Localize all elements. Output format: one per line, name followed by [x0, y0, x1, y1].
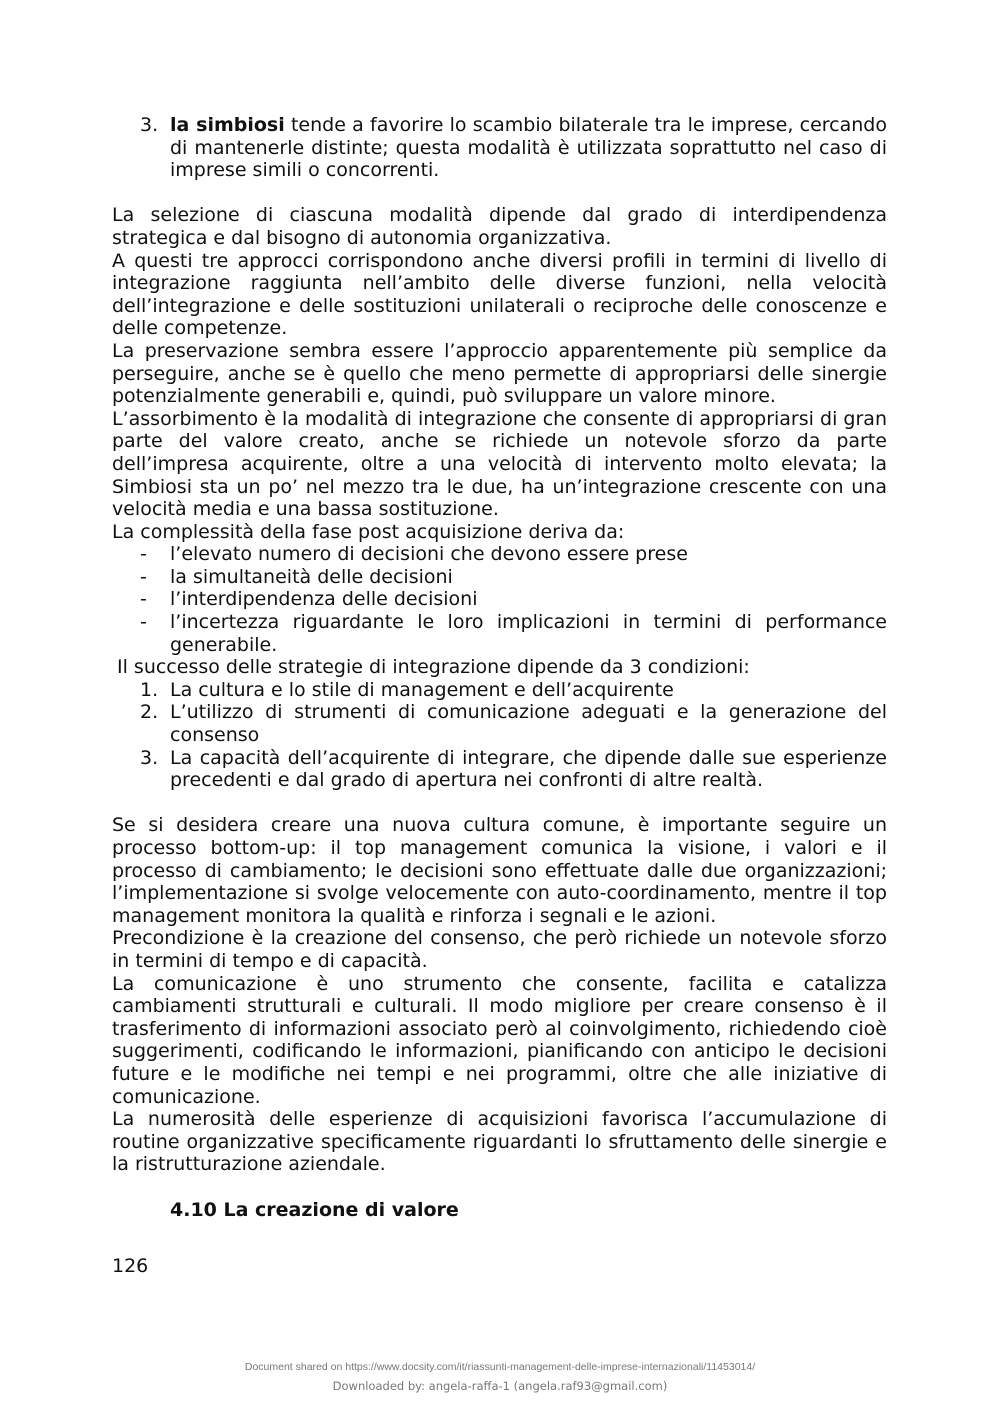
- term-bold: la simbiosi: [170, 114, 285, 136]
- list-number: 2.: [140, 701, 159, 724]
- paragraph: L’assorbimento è la modalità di integrazione che consente di appropriarsi di gran parte del valore creato, anche se richiede un notevole sforzo da parte dell’impresa acquirente, oltre a una velocità di intervento molto elevata; la Simbiosi sta un po’ nel mezzo tra le due, ha un’integrazione crescente con una velocità media e una bassa sostituzione.: [112, 407, 887, 521]
- list-item-text: la simultaneità delle decisioni: [170, 565, 453, 588]
- list-number: 1.: [140, 678, 159, 701]
- list-item: [112, 747, 887, 792]
- list-item: [112, 543, 887, 566]
- list-item: [112, 566, 887, 589]
- complexity-list: [112, 543, 887, 656]
- success-intro: Il successo delle strategie di integrazione dipende da 3 condizioni:: [117, 656, 750, 679]
- dash-marker: -: [140, 543, 147, 566]
- paragraph: La numerosità delle esperienze di acquisizioni favorisca l’accumulazione di routine organizzative specificamente riguardanti lo sfruttamento delle sinergie e la ristrutturazione aziendale.: [112, 1108, 887, 1176]
- list-number: 3.: [140, 746, 159, 769]
- dash-marker: -: [140, 565, 147, 588]
- dash-marker: -: [140, 588, 147, 611]
- conditions-list: [112, 679, 887, 792]
- list-item-text: l’elevato numero di decisioni che devono essere prese: [170, 543, 688, 566]
- paragraph: La selezione di ciascuna modalità dipende dal grado di interdipendenza strategica e dal bisogno di autonomia organizzativa.: [112, 204, 887, 249]
- list-item: [112, 588, 887, 611]
- list-item: [112, 679, 887, 702]
- list-item-text: l’interdipendenza delle decisioni: [170, 588, 478, 611]
- list-item-text: l’incertezza riguardante le loro implicazioni in termini di performance generabile.: [170, 611, 887, 656]
- list-item-text: L’utilizzo di strumenti di comunicazione adeguati e la generazione del consenso: [170, 701, 887, 747]
- list-item: [112, 611, 887, 656]
- list-item: [112, 701, 887, 746]
- paragraph: A questi tre approcci corrispondono anche diversi profili in termini di livello di integrazione raggiunta nell’ambito delle diverse funzioni, nella velocità dell’integrazione e delle sostituzioni unilaterali o reciproche delle conoscenze e delle competenze.: [112, 249, 887, 340]
- paragraph: La preservazione sembra essere l’approccio apparentemente più semplice da perseguire, anche se è quello che meno permette di appropriarsi delle sinergie potenzialmente generabili e, quindi, può sviluppare un valore minore.: [112, 339, 887, 408]
- integration-modes-list: [112, 114, 887, 182]
- paragraph: Se si desidera creare una nuova cultura comune, è importante seguire un processo bottom-up: il top management comunica la visione, i valori e il processo di cambiamento; le decisioni sono effettuate dalle due organizzazioni; l’implementazione si svolge velocemente con auto-coordinamento, mentre il top management monitora la qualità e rinforza i segnali e le azioni.: [112, 814, 887, 927]
- paragraph: Precondizione è la creazione del consenso, che però richiede un notevole sforzo in termini di tempo e di capacità.: [112, 927, 887, 972]
- page-number: 126: [112, 1255, 149, 1278]
- list-item-text: tende a favorire lo scambio bilaterale tra le imprese, cercando di mantenerle distinte; questa modalità è utilizzata soprattutto nel caso di imprese simili o concorrenti.: [170, 114, 887, 182]
- footer-shared-notice: Document shared on https://www.docsity.com/it/riassunti-management-delle-imprese-internazionali/11453014/: [244, 1361, 756, 1373]
- paragraph: La complessità della fase post acquisizione deriva da:: [112, 520, 625, 543]
- spacer: [112, 182, 887, 205]
- list-item-text: La cultura e lo stile di management e dell’acquirente: [170, 678, 674, 701]
- spacer: [112, 792, 887, 815]
- footer-downloaded-by: Downloaded by: angela-raffa-1 (angela.raf93@gmail.com): [332, 1379, 668, 1393]
- list-item-text: La capacità dell’acquirente di integrare, che dipende dalle sue esperienze precedenti e dal grado di apertura nei confronti di altre realtà.: [170, 746, 887, 792]
- section-heading: 4.10 La creazione di valore: [170, 1198, 459, 1221]
- dash-marker: -: [140, 611, 147, 634]
- list-number: 3.: [140, 114, 159, 136]
- document-body: [112, 114, 887, 1278]
- list-item: [112, 114, 887, 182]
- paragraph: La comunicazione è uno strumento che consente, facilita e catalizza cambiamenti strutturali e culturali. Il modo migliore per creare consenso è il trasferimento di informazioni associato però al coinvolgimento, richiedendo cioè suggerimenti, codificando le informazioni, pianificando con anticipo le decisioni future e le modifiche nei tempi e nei programmi, oltre che alle iniziative di comunicazione.: [112, 972, 887, 1108]
